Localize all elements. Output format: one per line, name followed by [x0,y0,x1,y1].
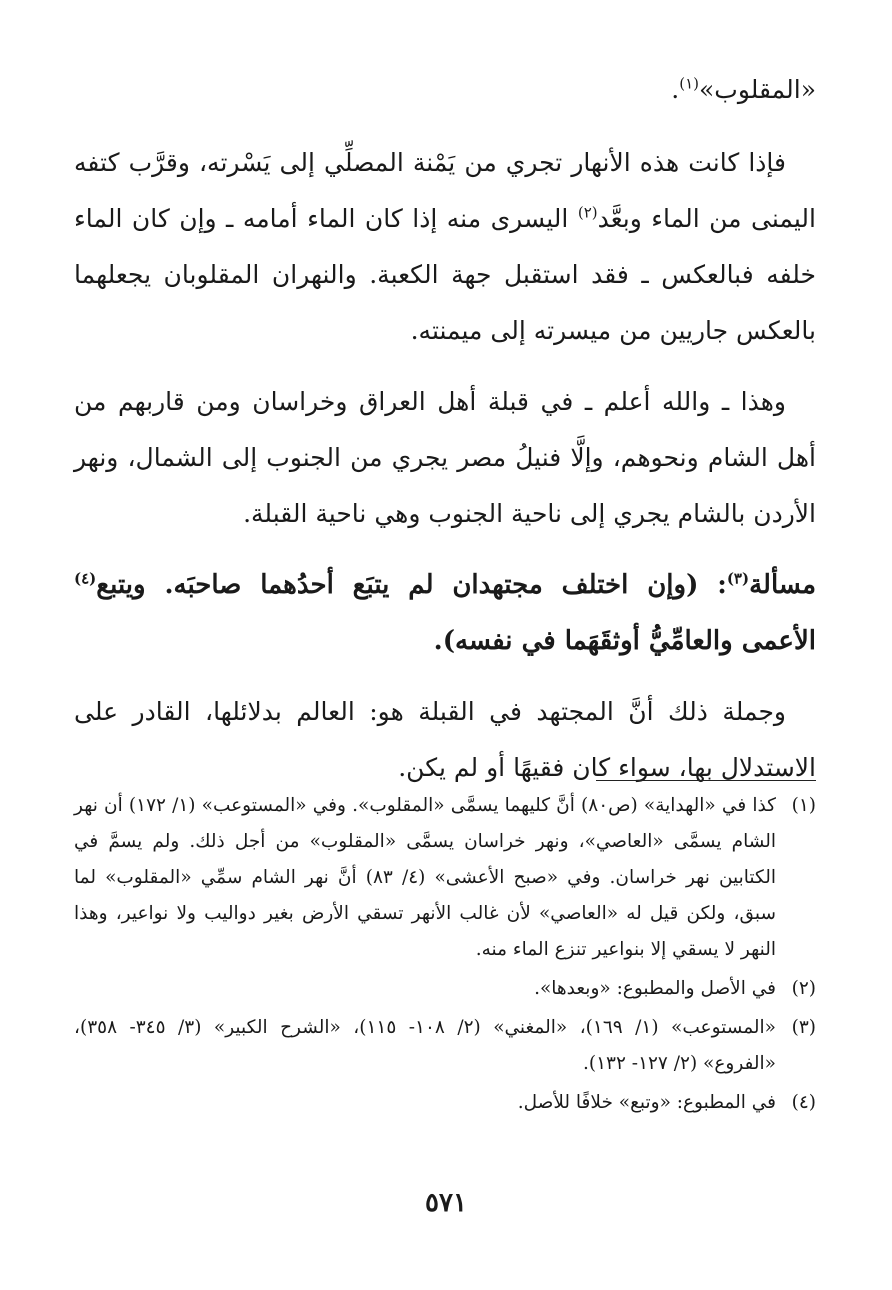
footnote-number: (٣) [791,1017,816,1038]
masala-text-b: الأعمى والعامِّيُّ أوثقَهَما في نفسه). [433,626,816,656]
masala-text-a: : (وإن اختلف مجتهدان لم يتبَع أحدُهما صاحبَه. ويتبع [96,570,727,600]
paragraph-1-part-b: اليسرى منه إذا كان الماء أمامه ـ وإن كان الماء خلفه فبالعكس ـ فقد استقبل جهة الكعبة. والنهران المقلوبان يجعلهما بالعكس جاريين من ميسرته إلى ميمنته. [74,204,816,345]
footnote-text: كذا في «الهداية» (ص٨٠) أنَّ كليهما يسمَّى «المقلوب». وفي «المستوعب» (١/ ١٧٢) أن نهر الشام يسمَّى «العاصي»، ونهر خراسان يسمَّى «المقلوب» من أجل ذلك. ولم يسمَّ في الكتابين نهر خراسان. وفي «صبح الأعشى» (٤/ ٨٣) أنَّ نهر الشام سمِّي «المقلوب» لما سبق، ولكن قيل له «العاصي» لأن غالب الأنهر تسقي الأرض بغير دواليب ولا نواعير، وهذا النهر لا يسقي إلا بنواعير تنزع الماء منه. [74,795,776,960]
page-number: ٥٧١ [425,1188,467,1218]
footnote-ref-2: (٢) [577,203,598,222]
paragraph-0 [74,62,816,118]
footnote-ref-4: (٤) [74,569,97,588]
footnote-text: في المطبوع: «وتبع» خلافًا للأصل. [517,1092,776,1113]
footnote-text: «المستوعب» (١/ ١٦٩)، «المغني» (٢/ ١٠٨- ١١٥)، «الشرح الكبير» (٣/ ٣٤٥- ٣٥٨)، «الفروع» (٢/ ١٢٧- ١٣٢). [74,1017,777,1074]
footnote-number: (١) [791,795,816,816]
paragraph-0-text: «المقلوب» [699,75,816,104]
footnote-divider [596,780,816,781]
paragraph-3: وجملة ذلك أنَّ المجتهد في القبلة هو: العالم بدلائلها، القادر على الاستدلال بها، سواء كان فقيهًا أو لم يكن. [74,697,816,782]
footnote-number: (٤) [791,1092,816,1113]
masala-label: مسألة [749,570,816,600]
masala-heading [74,557,816,669]
footnote-4 [74,1085,816,1121]
paragraph-0-end: . [671,75,680,104]
footnotes [74,788,816,1124]
paragraph-1 [74,135,816,359]
footnote-3 [74,1010,816,1082]
footnote-ref-3: (٣) [726,569,750,588]
footnote-text: في الأصل والمطبوع: «وبعدها». [534,978,776,999]
footnote-number: (٢) [791,978,816,999]
main-text [74,62,816,811]
paragraph-2: وهذا ـ والله أعلم ـ في قبلة أهل العراق وخراسان ومن قاربهم من أهل الشام ونحوهم، وإلَّا فنيلُ مصر يجري من الجنوب إلى الشمال، ونهر الأردن بالشام يجري إلى ناحية الجنوب وهي ناحية القبلة. [74,387,816,528]
paragraph-1-part-a: فإذا كانت هذه الأنهار تجري من يَمْنة المصلِّي إلى يَسْرته، وقرَّب كتفه اليمنى من الماء وبعَّد [74,148,816,233]
footnote-1 [74,788,816,968]
footnote-2 [74,971,816,1007]
footnote-ref-1: (١) [679,74,700,93]
